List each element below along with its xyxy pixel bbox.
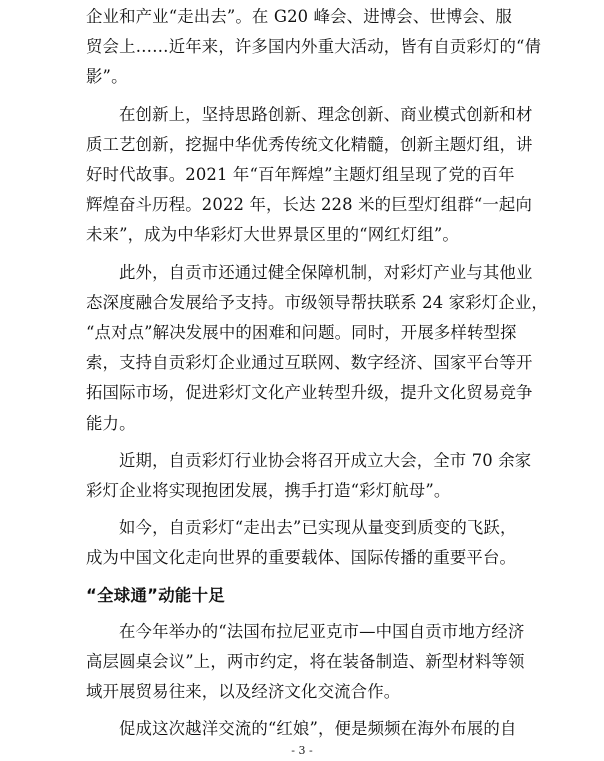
text-line: 此外，自贡市还通过健全保障机制，对彩灯产业与其他业: [119, 262, 533, 282]
paragraph-g20-events: [86, 2, 542, 93]
text-line: 在今年举办的“法国布拉尼亚克市—中国自贡市地方经济: [119, 621, 525, 641]
text-line: 态深度融合发展给予支持。市级领导帮扶联系 24 家彩灯企业，: [86, 292, 548, 312]
text-line: 如今，自贡彩灯“走出去”已实现从量变到质变的飞跃，: [119, 518, 517, 538]
paragraph-matchmaker: [86, 714, 522, 744]
section-heading: “全球通”动能十足: [86, 585, 225, 605]
text-line: 索，支持自贡彩灯企业通过互联网、数字经济、国家平台等开: [86, 353, 533, 373]
page-number: - 3 -: [291, 744, 313, 757]
text-line: “点对点”解决发展中的困难和问题。同时，开展多样转型探: [86, 323, 517, 343]
text-line: 未来”，成为中华彩灯大世界景区里的“网红灯组”。: [86, 225, 459, 245]
paragraph-industry-association: [86, 446, 532, 506]
text-line: 拓国际市场，促进彩灯文化产业转型升级，提升文化贸易竞争: [86, 383, 533, 403]
text-line: 影”。: [86, 67, 128, 87]
text-line: 质工艺创新，挖掘中华优秀传统文化精髓，创新主题灯组，讲: [86, 134, 533, 154]
paragraph-support-mechanism: [86, 258, 548, 439]
text-line: 能力。: [86, 413, 136, 433]
paragraph-roundtable: [86, 617, 525, 708]
text-line: 高层圆桌会议”上，两市约定，将在装备制造、新型材料等领: [86, 651, 525, 671]
text-line: 近期，自贡彩灯行业协会将召开成立大会，全市 70 余家: [119, 450, 532, 470]
text-line: 成为中国文化走向世界的重要载体、国际传播的重要平台。: [86, 548, 517, 568]
text-line: 域开展贸易往来，以及经济文化交流合作。: [86, 682, 401, 702]
paragraph-cultural-carrier: [86, 513, 522, 573]
text-line: 企业和产业“走出去”。在 G20 峰会、进博会、世博会、服: [86, 7, 513, 26]
paragraph-innovation: [86, 100, 533, 251]
text-line: 促成这次越洋交流的“红娘”，便是频频在海外布展的自: [119, 719, 517, 739]
text-line: 彩灯企业将实现抱团发展，携手打造“彩灯航母”。: [86, 481, 451, 501]
text-line: 好时代故事。2021 年“百年辉煌”主题灯组呈现了党的百年: [86, 165, 515, 185]
text-line: 在创新上，坚持思路创新、理念创新、商业模式创新和材: [119, 104, 533, 124]
document-body: [86, 2, 548, 744]
text-line: 贸会上……近年来，许多国内外重大活动，皆有自贡彩灯的“倩: [86, 37, 542, 57]
text-line: 辉煌奋斗历程。2022 年，长达 228 米的巨型灯组群“一起向: [86, 195, 533, 215]
